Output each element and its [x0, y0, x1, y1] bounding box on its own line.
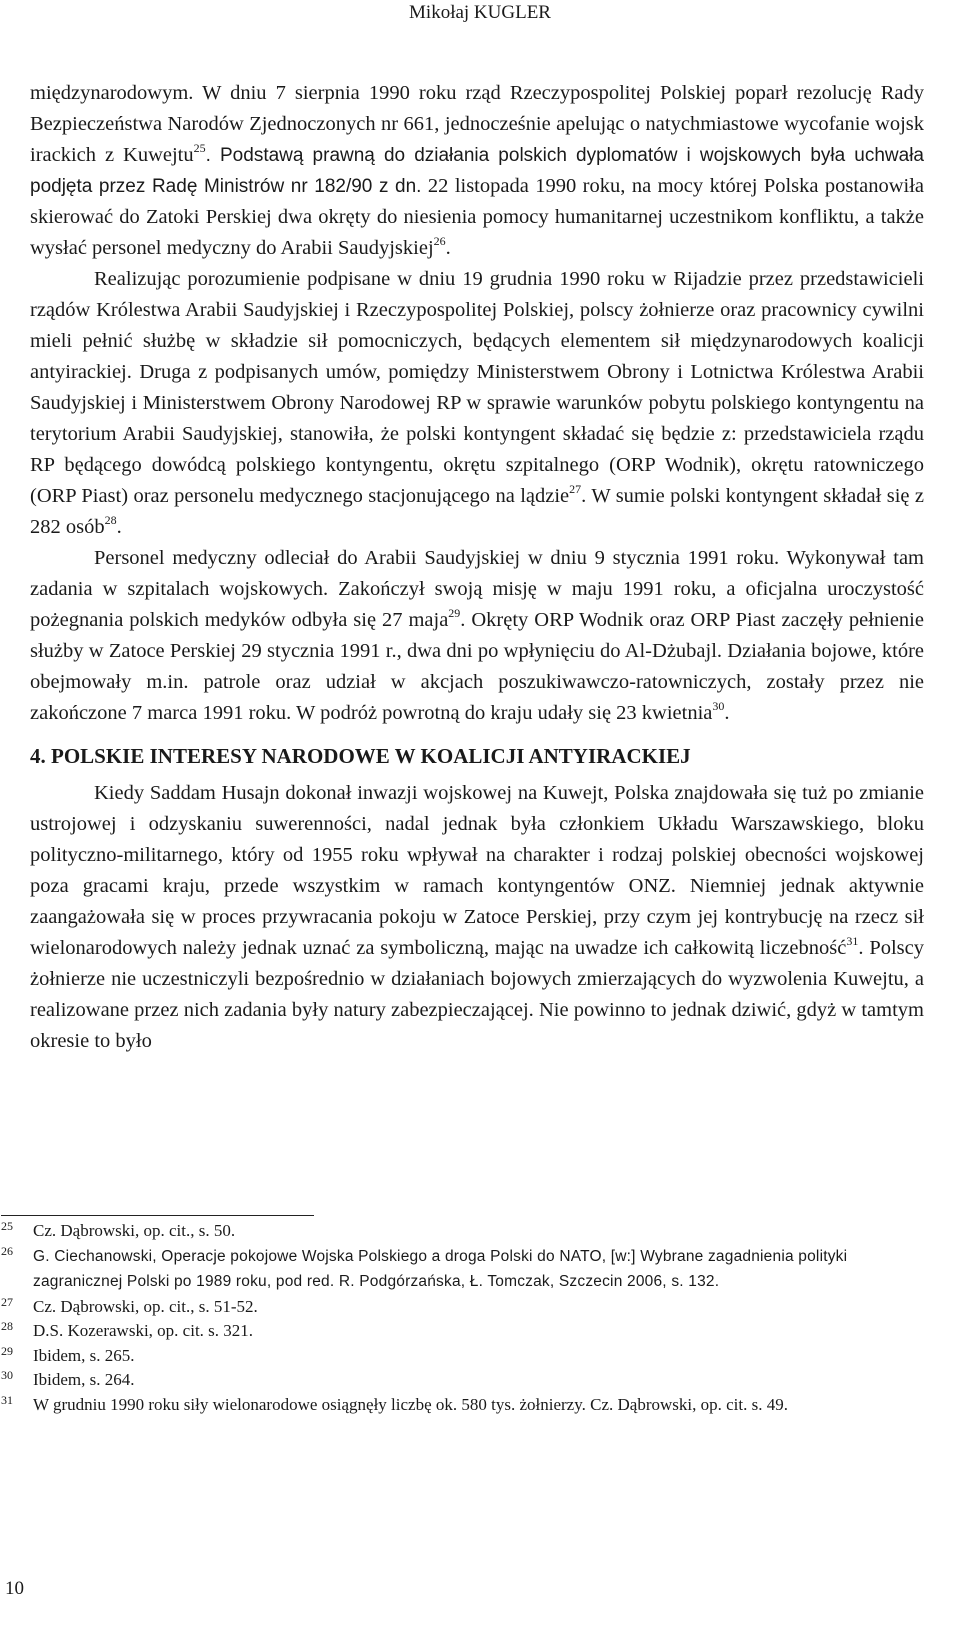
- footnote-text: Ibidem, s. 264.: [33, 1370, 135, 1389]
- footnote-text: Cz. Dąbrowski, op. cit., s. 51-52.: [33, 1296, 258, 1316]
- footnote-number: 31: [1, 1392, 13, 1407]
- footnote-number: 30: [1, 1368, 13, 1382]
- running-header-author: Mikołaj KUGLER: [409, 2, 551, 23]
- footnote-number: 25: [1, 1219, 13, 1233]
- footnote-item: [1, 1244, 926, 1295]
- footnote-text: G. Ciechanowski, Operacje pokojowe Wojska Polskiego a droga Polski do NATO, [w:] Wybrane zagadnienia polityki zagranicznej Polski po 1989 roku, pod red. R. Podgórzańska, Ł. Tomczak, Szczecin 2006, s. 132.: [33, 1247, 848, 1290]
- section-heading: 4. POLSKIE INTERESY NARODOWE W KOALICJI ANTYIRACKIEJ: [30, 744, 691, 768]
- footnote-item: [1, 1368, 926, 1393]
- p2-text-b: . W sumie polski kontyngent składał się z 282 osób: [30, 485, 924, 538]
- footnote-number: 29: [1, 1343, 13, 1358]
- footnote-item: [1, 1393, 926, 1418]
- p3-text-a: Personel medyczny odleciał do Arabii Saudyjskiej w dniu 9 stycznia 1991 roku. Wykonywał tam zadania w szpitalach wojskowych. Zakończył swoją misję w maju 1991 roku, a oficjalna uroczystość pożegnania polskich medyków odbyła się 27 maja: [30, 547, 924, 631]
- footnotes: [1, 1219, 926, 1417]
- paragraph-1: [30, 78, 924, 264]
- footnote-ref-31[interactable]: 31: [846, 934, 859, 948]
- footnote-divider: [1, 1215, 314, 1216]
- p4-text-b: . Polscy żołnierze nie uczestniczyli bezpośrednio w działaniach bojowych zmierzających do wyzwolenia Kuwejtu, a realizowane przez nich zadania były natury zabezpieczającej. Nie powinno to jednak dziwić, gdyż w tamtym okresie to było: [30, 937, 924, 1052]
- footnote-ref-30[interactable]: 30: [712, 699, 725, 713]
- footnote-text: Ibidem, s. 265.: [33, 1345, 135, 1365]
- p2-text-a: Realizując porozumienie podpisane w dniu 19 grudnia 1990 roku w Rijadzie przez przedstawicieli rządów Królestwa Arabii Saudyjskiej i Rzeczypospolitej Polskiej, polscy żołnierze oraz pracownicy cywilni mieli pełnić służbę w składzie sił pomocniczych, będących elementem sił międzynarodowych koalicji antyirackiej. Druga z podpisanych umów, pomiędzy Ministerstwem Obrony i Lotnictwa Królestwa Arabii Saudyjskiej i Ministerstwem Obrony Narodowej RP w sprawie warunków pobytu polskiego kontyngentu na terytorium Arabii Saudyjskiej, stanowiła, że polski kontyngent składać się będzie z: przedstawiciela rządu RP będącego dowódcą polskiego kontyngentu, okrętu szpitalnego (ORP Wodnik), okrętu ratowniczego (ORP Piast) oraz personelu medycznego stacjonującego na lądzie: [30, 268, 924, 507]
- footnote-ref-29[interactable]: 29: [448, 606, 461, 620]
- p1-text-c: 22 listopada 1990 roku, na mocy której Polska postanowiła skierować do Zatoki Perskiej dwa okręty do niesienia pomocy humanitarnej uczestnikom konfliktu, a także wysłać personel medyczny do Arabii Saudyjskiej: [30, 175, 924, 259]
- p1-text-b: . Podstawą prawną do działania polskich dyplomatów i wojskowych była uchwała podjęta przez Radę Ministrów nr 182/90 z dn.: [30, 145, 924, 197]
- p1-text-a: międzynarodowym. W dniu 7 sierpnia 1990 roku rząd Rzeczypospolitej Polskiej poparł rezolucję Rady Bezpieczeństwa Narodów Zjednoczonych nr 661, jednocześnie apelując o natychmiastowe wycofanie wojsk irackich z Kuwejtu: [30, 82, 924, 166]
- footnote-text: W grudniu 1990 roku siły wielonarodowe osiągnęły liczbę ok. 580 tys. żołnierzy. Cz. Dąbrowski, op. cit. s. 49.: [33, 1394, 788, 1414]
- paragraph-3: [30, 543, 924, 729]
- paragraph-4: [30, 778, 924, 1057]
- footnote-item: [1, 1219, 926, 1244]
- page-number: 10: [5, 1578, 24, 1599]
- body-text: [30, 78, 924, 1057]
- footnote-number: 27: [1, 1294, 13, 1309]
- footnote-item: [1, 1344, 926, 1369]
- footnote-text: Cz. Dąbrowski, op. cit., s. 50.: [33, 1221, 236, 1240]
- footnote-ref-28[interactable]: 28: [104, 513, 117, 527]
- footnote-ref-26[interactable]: 26: [433, 234, 446, 248]
- footnote-ref-27[interactable]: 27: [569, 482, 582, 496]
- footnote-item: [1, 1319, 926, 1344]
- paragraph-2: [30, 264, 924, 543]
- p1-text-d: .: [445, 237, 451, 259]
- p3-text-c: .: [724, 702, 730, 724]
- footnote-item: [1, 1295, 926, 1320]
- footnote-text: D.S. Kozerawski, op. cit. s. 321.: [33, 1321, 254, 1340]
- p3-text-b: . Okręty ORP Wodnik oraz ORP Piast zaczęły pełnienie służby w Zatoce Perskiej 29 stycznia 1991 r., dwa dni po wpłynięciu do Al-Dżubajl. Działania bojowe, które obejmowały m.in. patrole oraz udział w akcjach poszukiwawczo-ratowniczych, zostały przez nie zakończone 7 marca 1991 roku. W podróż powrotną do kraju udały się 23 kwietnia: [30, 609, 924, 724]
- footnote-number: 26: [1, 1243, 13, 1258]
- footnote-number: 28: [1, 1319, 13, 1333]
- p2-text-c: .: [116, 516, 122, 538]
- p4-text-a: Kiedy Saddam Husajn dokonał inwazji wojskowej na Kuwejt, Polska znajdowała się tuż po zmianie ustrojowej i odzyskaniu suwerenności, nadal jednak była członkiem Układu Warszawskiego, bloku polityczno-militarnego, który od 1955 roku wpływał na charakter i rodzaj polskiej obecności wojskowej poza gracami kraju, przede wszystkim w ramach kontyngentów ONZ. Niemniej jednak aktywnie zaangażowała się w proces przywracania pokoju w Zatoce Perskiej, przy czym jej kontrybucję na rzecz sił wielonarodowych należy jednak uznać za symboliczną, mając na uwadze ich całkowitą liczebność: [30, 782, 924, 959]
- footnote-ref-25[interactable]: 25: [193, 141, 206, 155]
